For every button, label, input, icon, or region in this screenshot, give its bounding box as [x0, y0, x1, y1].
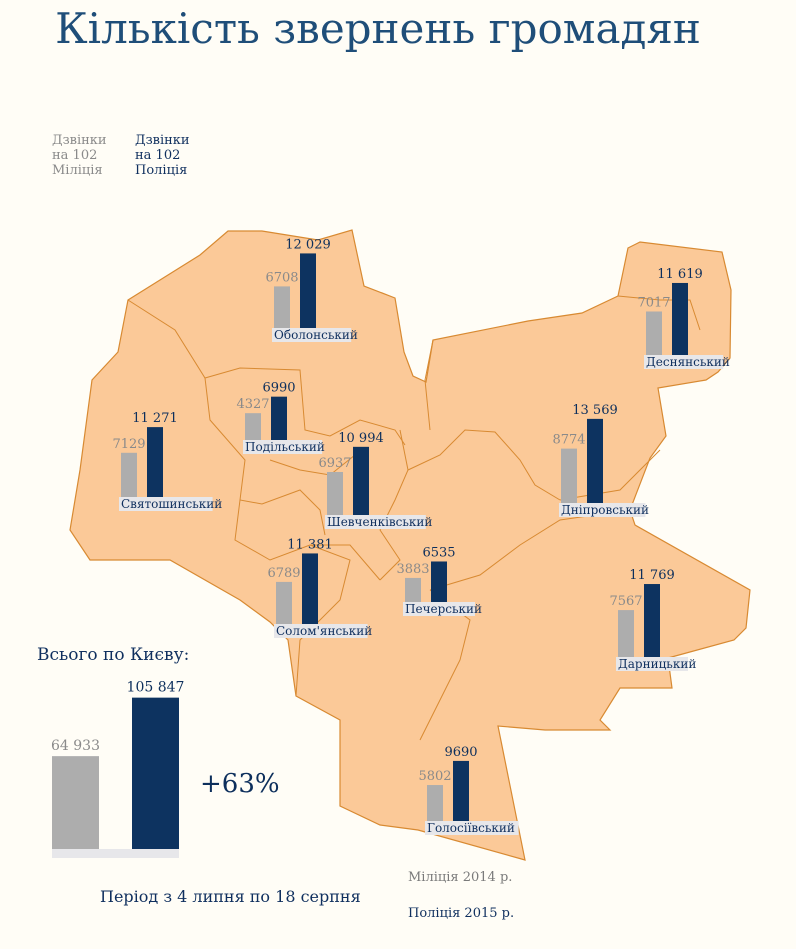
- value-label-militsiya: 3883: [396, 561, 430, 577]
- bar-politsiya: [271, 397, 287, 440]
- legend-militsiya-line: Міліція: [52, 163, 103, 178]
- bar-politsiya: [431, 561, 447, 602]
- total-value-militsiya: 64 933: [51, 738, 100, 755]
- value-label-politsiya: 11 619: [657, 266, 703, 282]
- page-title: Кількість звернень громадян: [55, 4, 701, 53]
- value-label-militsiya: 8774: [552, 432, 586, 448]
- note-politsiya: Поліція 2015 р.: [408, 906, 515, 921]
- value-label-politsiya: 6990: [262, 380, 296, 396]
- total-bar-politsiya: [132, 698, 179, 849]
- bar-politsiya: [147, 427, 163, 497]
- legend-politsiya-line: Дзвінки: [135, 133, 190, 148]
- bar-militsiya: [405, 578, 421, 602]
- legend-militsiya-line: Дзвінки: [52, 133, 107, 148]
- district-name: Дніпровський: [561, 503, 650, 517]
- legend-politsiya-line: на 102: [135, 148, 181, 163]
- bar-militsiya: [121, 453, 137, 497]
- total-baseline: [52, 849, 179, 858]
- value-label-militsiya: 5802: [418, 769, 452, 785]
- value-label-militsiya: 7017: [637, 295, 671, 311]
- period-text: Період з 4 липня по 18 серпня: [100, 887, 361, 906]
- value-label-militsiya: 7129: [112, 436, 146, 452]
- bar-politsiya: [300, 253, 316, 328]
- district-name: Дарницький: [618, 657, 697, 671]
- district-name: Оболонський: [274, 328, 358, 342]
- district-name: Печерський: [405, 602, 483, 616]
- value-label-militsiya: 6789: [267, 565, 301, 581]
- district-name: Святошинський: [121, 497, 223, 511]
- value-label-militsiya: 6708: [265, 270, 299, 286]
- bar-militsiya: [646, 311, 662, 355]
- bar-politsiya: [353, 447, 369, 515]
- total-bar-militsiya: [52, 756, 99, 849]
- value-label-militsiya: 6937: [318, 455, 352, 471]
- bar-politsiya: [587, 419, 603, 503]
- bar-militsiya: [427, 785, 443, 821]
- value-label-politsiya: 13 569: [572, 402, 618, 418]
- bar-militsiya: [561, 449, 577, 503]
- legend-militsiya-line: на 102: [52, 148, 98, 163]
- district-name: Деснянський: [646, 355, 730, 369]
- value-label-militsiya: 4327: [236, 397, 270, 413]
- district-name: Голосіївський: [427, 821, 515, 835]
- bar-politsiya: [302, 553, 318, 624]
- bar-politsiya: [453, 761, 469, 821]
- bar-politsiya: [672, 283, 688, 355]
- bar-politsiya: [644, 584, 660, 657]
- bar-militsiya: [245, 413, 261, 440]
- bar-militsiya: [274, 286, 290, 328]
- note-militsiya: Міліція 2014 р.: [408, 870, 513, 885]
- value-label-politsiya: 11 381: [287, 537, 333, 553]
- bar-militsiya: [618, 610, 634, 657]
- value-label-politsiya: 11 271: [132, 411, 178, 427]
- bar-militsiya: [327, 472, 343, 515]
- value-label-politsiya: 10 994: [338, 430, 384, 446]
- total-heading: Всього по Києву:: [37, 645, 190, 665]
- district-name: Солом'янський: [276, 624, 373, 638]
- legend-politsiya-line: Поліція: [135, 163, 188, 178]
- district-name: Шевченківський: [327, 515, 433, 529]
- district-name: Подільський: [245, 440, 325, 454]
- value-label-politsiya: 12 029: [285, 237, 331, 253]
- value-label-politsiya: 11 769: [629, 568, 675, 584]
- total-bars: [51, 680, 280, 858]
- value-label-politsiya: 6535: [422, 545, 456, 561]
- bar-militsiya: [276, 582, 292, 624]
- value-label-militsiya: 7567: [609, 594, 643, 610]
- growth-annotation: +63%: [200, 769, 280, 799]
- total-value-politsiya: 105 847: [126, 679, 185, 696]
- value-label-politsiya: 9690: [444, 744, 478, 760]
